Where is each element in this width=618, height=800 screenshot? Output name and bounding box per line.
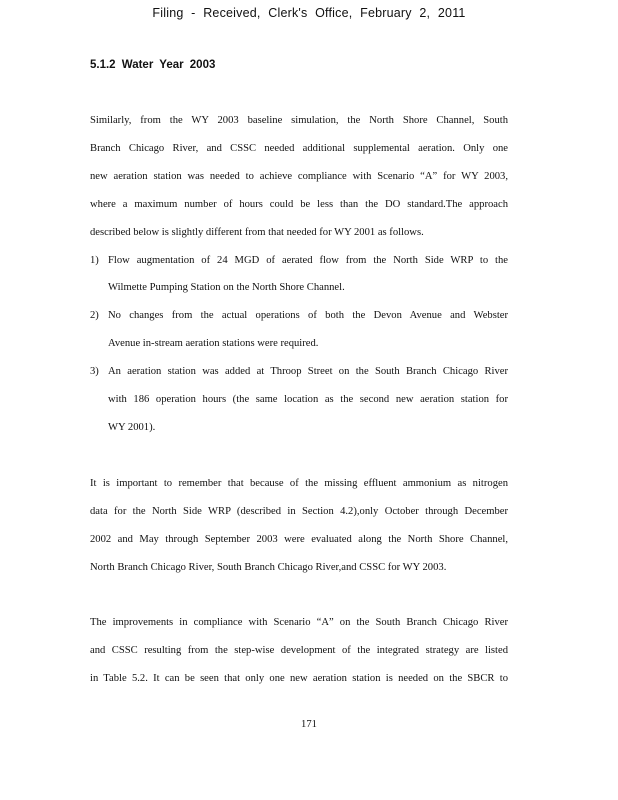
text-line: described below is slightly different from that needed for WY 2001 as follows. — [90, 226, 424, 238]
text-line: where a maximum number of hours could be less than the DO standard.The approach — [90, 198, 508, 210]
text-line: Avenue in-stream aeration stations were required. — [108, 338, 319, 350]
text-line: WY 2001). — [108, 421, 156, 433]
paragraph-2 — [90, 470, 508, 582]
text-line: Similarly, from the WY 2003 baseline simulation, the North Shore Channel, South — [90, 115, 508, 126]
text-line: 2002 and May through September 2003 were evaluated along the North Shore Channel, — [90, 533, 508, 545]
list-item — [90, 247, 508, 303]
paragraph-3 — [90, 609, 508, 693]
paragraph-1 — [90, 107, 508, 442]
text-line: The improvements in compliance with Scenario “A” on the South Branch Chicago River — [90, 617, 508, 628]
page-number: 171 — [301, 719, 317, 730]
text-line: data for the North Side WRP (described in Section 4.2),only October through December — [90, 505, 508, 517]
list-number: 3) — [90, 366, 99, 378]
text-line: with 186 operation hours (the same location as the second new aeration station for — [108, 394, 508, 406]
list-item — [90, 358, 508, 442]
text-line: It is important to remember that because of the missing effluent ammonium as nitrogen — [90, 478, 508, 489]
list-number: 1) — [90, 254, 99, 266]
list-item — [90, 302, 508, 358]
text-line: An aeration station was added at Throop Street on the South Branch Chicago River — [108, 366, 508, 378]
numbered-list — [90, 247, 508, 442]
text-line: new aeration station was needed to achieve compliance with Scenario “A” for WY 2003, — [90, 170, 508, 182]
text-line: No changes from the actual operations of both the Devon Avenue and Webster — [108, 310, 508, 322]
text-line: Branch Chicago River, and CSSC needed additional supplemental aeration. Only one — [90, 142, 508, 154]
text-line: North Branch Chicago River, South Branch Chicago River,and CSSC for WY 2003. — [90, 561, 447, 573]
text-line: Wilmette Pumping Station on the North Shore Channel. — [108, 282, 345, 294]
section-heading: 5.1.2 Water Year 2003 — [90, 59, 216, 71]
list-number: 2) — [90, 310, 99, 322]
text-line: Flow augmentation of 24 MGD of aerated flow from the North Side WRP to the — [108, 254, 508, 266]
text-line: and CSSC resulting from the step-wise development of the integrated strategy are listed — [90, 644, 508, 656]
filing-stamp: Filing - Received, Clerk's Office, February 2, 2011 — [152, 6, 466, 20]
text-line: in Table 5.2. It can be seen that only one new aeration station is needed on the SBCR to — [90, 672, 508, 684]
